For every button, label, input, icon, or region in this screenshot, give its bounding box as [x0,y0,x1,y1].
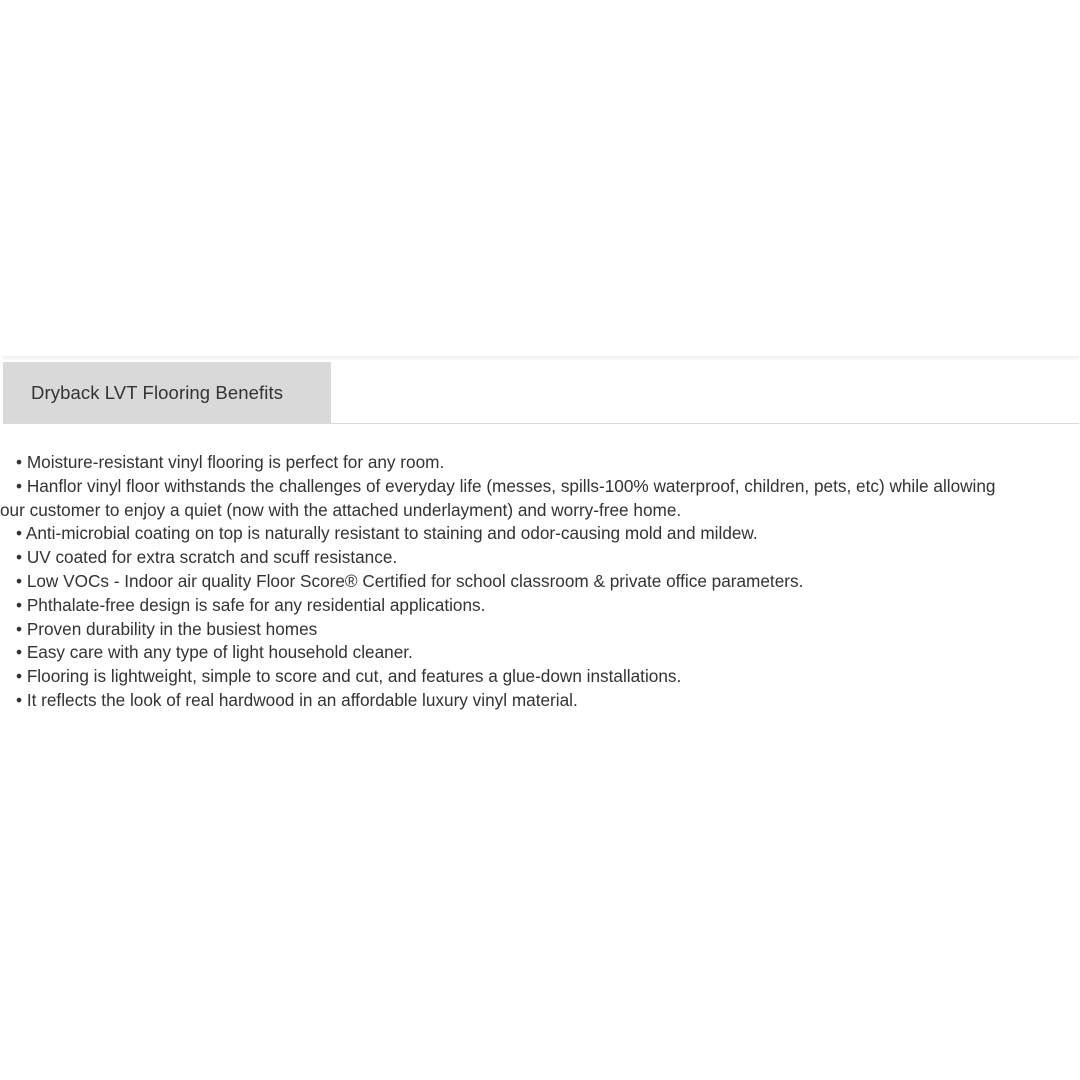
benefit-item [0,594,1080,618]
benefit-text: Proven durability in the busiest homes [26,618,318,639]
benefit-text: UV coated for extra scratch and scuff resistance. [26,547,398,568]
bullet: • [16,594,23,615]
benefit-item [0,570,1080,594]
benefit-text: Anti-microbial coating on top is naturally resistant to staining and odor-causing mold and mildew. [25,523,758,544]
bullet: • [16,618,23,639]
benefit-text: It reflects the look of real hardwood in an affordable luxury vinyl material. [26,689,578,710]
bullet: • [16,642,23,663]
benefit-text: Easy care with any type of light household cleaner. [26,642,413,663]
tab-bar [3,362,1079,424]
benefit-text: Moisture-resistant vinyl flooring is perfect for any room. [26,452,445,472]
bullet: • [16,570,23,591]
benefit-item [0,451,1080,475]
panel-top-divider [3,356,1079,360]
benefit-item [0,522,1080,546]
benefit-item [0,475,1080,523]
benefit-item [0,665,1080,689]
benefit-text: Phthalate-free design is safe for any residential applications. [26,594,486,615]
benefit-item [0,546,1080,570]
benefit-text: Hanflor vinyl floor withstands the challenges of everyday life (messes, spills-100% waterproof, children, pets, etc) while allowing [26,475,996,496]
benefits-list [0,451,1080,713]
tab-label: Dryback LVT Flooring Benefits [31,381,284,403]
benefit-text: Low VOCs - Indoor air quality Floor Score® Certified for school classroom & private office parameters. [26,570,804,591]
bullet: • [16,523,23,544]
bullet: • [16,475,23,496]
bullet: • [16,452,23,472]
benefit-item [0,689,1080,713]
benefit-item [0,618,1080,642]
benefit-item [0,641,1080,665]
benefit-text-continued: our customer to enjoy a quiet (now with the attached underlayment) and worry-free home. [0,499,682,520]
tab-dryback-lvt-flooring-benefits[interactable] [3,362,331,423]
benefit-text: Flooring is lightweight, simple to score and cut, and features a glue-down installations. [26,666,682,687]
bullet: • [16,666,23,687]
bullet: • [16,689,23,710]
bullet: • [16,547,23,568]
